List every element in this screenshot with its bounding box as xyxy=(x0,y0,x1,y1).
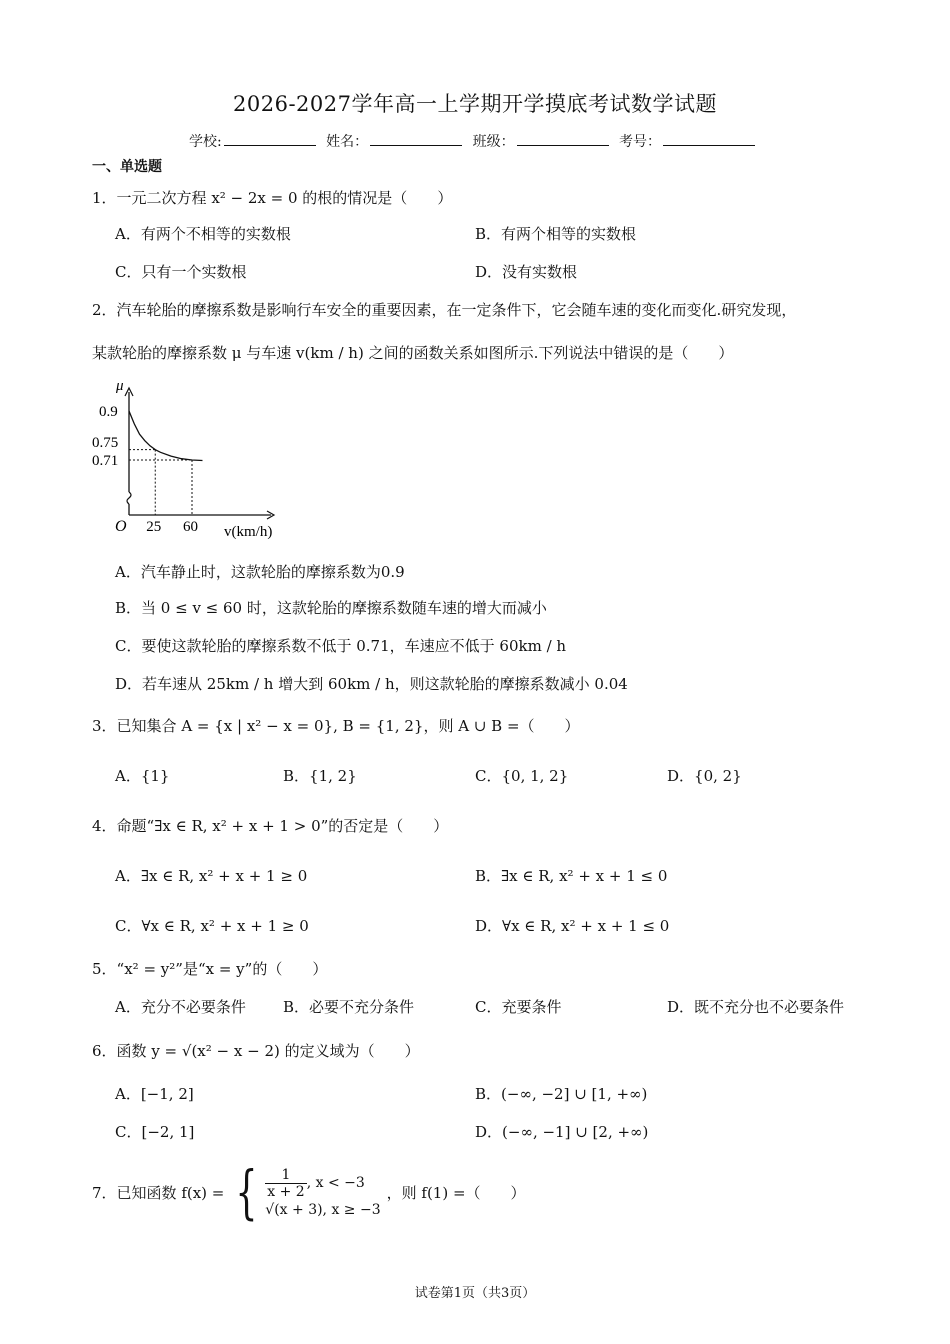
x-tick-60: 60 xyxy=(183,519,198,535)
name-label: 姓名： xyxy=(326,134,369,150)
q5-option-c[interactable]: C．充要条件 xyxy=(475,998,562,1016)
piecewise-cases: $\frac{1}{x + 2}$ , x < −3 √(x + 3), x ≥ −3 xyxy=(265,1166,381,1218)
question-1-stem: 1．一元二次方程 x² − 2x = 0 的根的情况是（ ） xyxy=(92,189,453,207)
class-label: 班级： xyxy=(472,134,515,150)
origin-label: O xyxy=(115,518,127,535)
school-label: 学校: xyxy=(188,134,222,150)
q5-option-d[interactable]: D．既不充分也不必要条件 xyxy=(667,998,845,1016)
fraction: $\frac{1}{x + 2}$ xyxy=(267,1166,305,1200)
exam-no-label: 考号： xyxy=(619,134,662,150)
q3-option-d[interactable]: D．{0, 2} xyxy=(667,767,742,785)
q6-option-c[interactable]: C．[−2, 1] xyxy=(115,1123,195,1141)
q3-option-a[interactable]: A．{1} xyxy=(115,767,170,785)
q4-option-b[interactable]: B．∃x ∈ R, x² + x + 1 ≤ 0 xyxy=(475,867,668,885)
student-info-line xyxy=(0,131,950,151)
page-footer: 试卷第1页（共3页） xyxy=(414,1286,536,1301)
y-axis-label: μ xyxy=(116,378,124,394)
exam-no-blank[interactable] xyxy=(663,133,755,146)
friction-speed-chart xyxy=(92,378,296,540)
q1-option-a[interactable]: A．有两个不相等的实数根 xyxy=(115,225,291,243)
y-tick-0.9: 0.9 xyxy=(99,404,118,420)
question-7-stem: 7． 已知函数 f(x) = { $\frac{1}{x + 2}$ , x < −3 √(x + 3), x ≥ −3 ，则 f(1) =（ ） xyxy=(92,1158,526,1226)
q4-option-c[interactable]: C．∀x ∈ R, x² + x + 1 ≥ 0 xyxy=(115,917,309,935)
q1-option-b[interactable]: B．有两个相等的实数根 xyxy=(475,225,637,243)
q6-option-d[interactable]: D．(−∞, −1] ∪ [2, +∞) xyxy=(475,1123,649,1141)
page-title: 2026-2027学年高一上学期开学摸底考试数学试题 xyxy=(233,92,717,116)
school-blank[interactable] xyxy=(224,133,316,146)
question-5-stem: 5．“x² = y²”是“x = y”的（ ） xyxy=(92,960,328,978)
question-4-stem: 4．命题“∃x ∈ R, x² + x + 1 > 0”的否定是（ ） xyxy=(92,817,449,835)
q4-option-d[interactable]: D．∀x ∈ R, x² + x + 1 ≤ 0 xyxy=(475,917,670,935)
section-heading: 一、单选题 xyxy=(92,159,162,175)
q3-option-c[interactable]: C．{0, 1, 2} xyxy=(475,767,569,785)
question-2-stem-line2: 某款轮胎的摩擦系数 μ 与车速 v(km / h) 之间的函数关系如图所示.下列说法中错误的是（ ） xyxy=(92,344,734,362)
q2-option-c[interactable]: C．要使这款轮胎的摩擦系数不低于 0.71，车速应不低于 60km / h xyxy=(115,637,567,655)
q4-option-a[interactable]: A．∃x ∈ R, x² + x + 1 ≥ 0 xyxy=(115,867,308,885)
q6-option-a[interactable]: A．[−1, 2] xyxy=(115,1085,194,1103)
q2-option-a[interactable]: A．汽车静止时，这款轮胎的摩擦系数为0.9 xyxy=(115,563,405,581)
friction-curve xyxy=(129,411,203,461)
class-blank[interactable] xyxy=(517,133,609,146)
x-tick-25: 25 xyxy=(146,519,162,535)
q5-option-a[interactable]: A．充分不必要条件 xyxy=(115,998,246,1016)
question-2-stem-line1: 2．汽车轮胎的摩擦系数是影响行车安全的重要因素，在一定条件下，它会随车速的变化而变化.研究发现， xyxy=(92,301,797,319)
q5-option-b[interactable]: B．必要不充分条件 xyxy=(283,998,415,1016)
q1-option-c[interactable]: C．只有一个实数根 xyxy=(115,263,247,281)
q1-option-d[interactable]: D．没有实数根 xyxy=(475,263,578,281)
axis-break-mark xyxy=(127,492,131,504)
name-blank[interactable] xyxy=(370,133,462,146)
y-tick-0.75: 0.75 xyxy=(92,435,119,451)
question-6-stem: 6．函数 y = √(x² − x − 2) 的定义域为（ ） xyxy=(92,1042,420,1060)
x-axis-label: v(km/h) xyxy=(224,524,273,540)
y-tick-0.71: 0.71 xyxy=(92,453,119,469)
question-3-stem: 3．已知集合 A = {x | x² − x = 0}, B = {1, 2}，则 A ∪ B =（ ） xyxy=(92,717,580,735)
q6-option-b[interactable]: B．(−∞, −2] ∪ [1, +∞) xyxy=(475,1085,648,1103)
q2-option-b[interactable]: B．当 0 ≤ v ≤ 60 时，这款轮胎的摩擦系数随车速的增大而减小 xyxy=(115,599,547,617)
q3-option-b[interactable]: B．{1, 2} xyxy=(283,767,357,785)
piecewise-brace: { xyxy=(235,1158,258,1226)
q2-option-d[interactable]: D．若车速从 25km / h 增大到 60km / h，则这款轮胎的摩擦系数减小 0.04 xyxy=(115,675,628,693)
